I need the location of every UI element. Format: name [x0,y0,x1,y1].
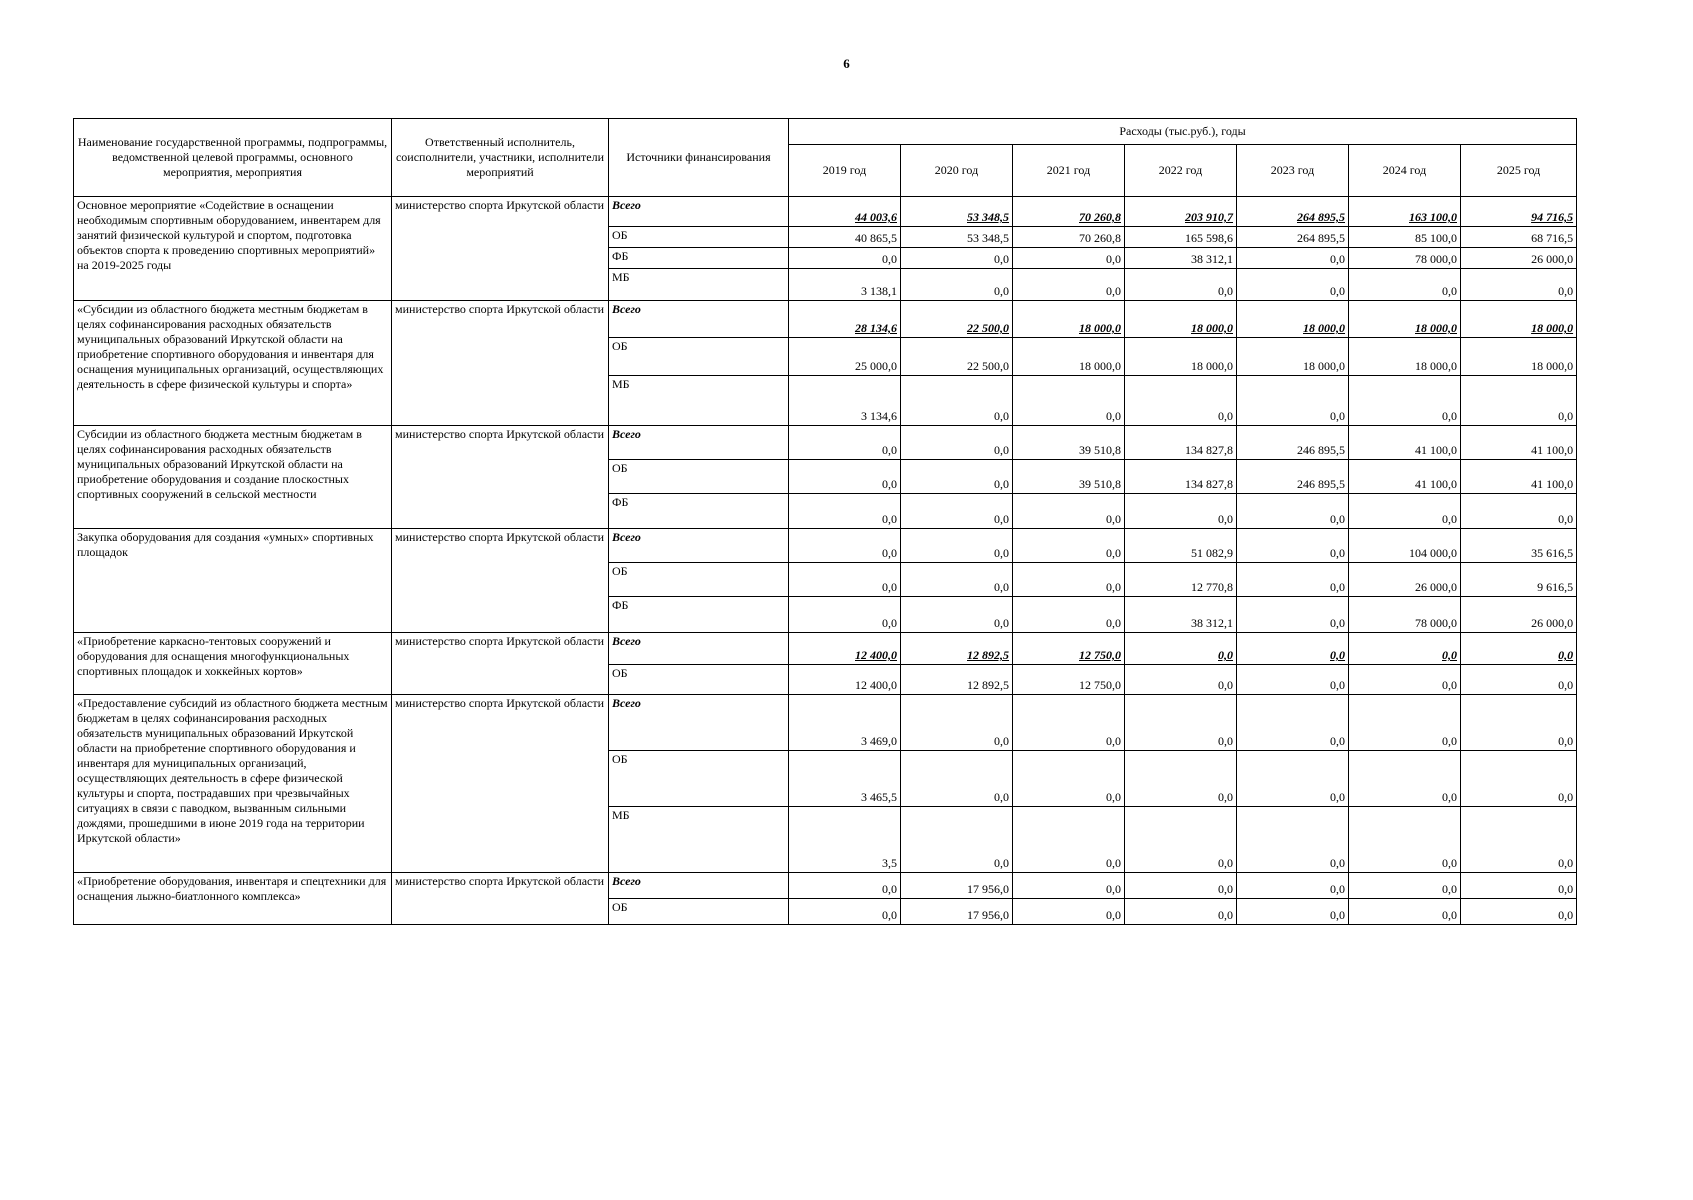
table-row [74,197,1577,227]
expense-value: 12 892,5 [901,665,1013,695]
expense-value: 18 000,0 [1013,338,1125,376]
expense-value: 0,0 [1237,633,1349,665]
expense-value: 22 500,0 [901,338,1013,376]
expense-value: 0,0 [1461,807,1577,873]
expense-value: 0,0 [1125,695,1237,751]
executor-cell: министерство спорта Иркутской области [392,426,609,529]
activity-name: Основное мероприятие «Содействие в оснащении необходимым спортивным оборудованием, инвентарем для занятий физической культурой и спортом, подготовка объектов спорта к проведению спортивных мероприятий» на 2019-2025 годы [74,197,392,301]
expense-value: 9 616,5 [1461,563,1577,597]
expense-value: 0,0 [1013,873,1125,899]
expense-value: 0,0 [1013,695,1125,751]
expense-value: 3 134,6 [789,376,901,426]
expense-value: 0,0 [1461,695,1577,751]
expense-value: 0,0 [1461,899,1577,925]
activity-name: «Субсидии из областного бюджета местным бюджетам в целях софинансирования расходных обязательств муниципальных образований Иркутской области на приобретение спортивного оборудования и инвентаря для оснащения муниципальных организаций, осуществляющих деятельность в сфере физической культуры и спорта» [74,301,392,426]
expense-value: 94 716,5 [1461,197,1577,227]
funding-source: МБ [609,807,789,873]
expense-value: 0,0 [1125,751,1237,807]
page-number: 6 [843,56,850,71]
expense-value: 0,0 [901,460,1013,494]
expense-value: 0,0 [1125,665,1237,695]
expense-value: 38 312,1 [1125,248,1237,269]
expense-value: 0,0 [1013,376,1125,426]
expense-value: 3 138,1 [789,269,901,301]
expense-value: 134 827,8 [1125,426,1237,460]
activity-name: Субсидии из областного бюджета местным бюджетам в целях софинансирования расходных обязательств муниципальных образований Иркутской области на приобретение оборудования и создание плоскостных спортивных сооружений в сельской местности [74,426,392,529]
expense-value: 0,0 [1013,494,1125,529]
funding-source: Всего [609,426,789,460]
expense-value: 0,0 [901,529,1013,563]
expense-value: 0,0 [901,248,1013,269]
expense-value: 53 348,5 [901,197,1013,227]
expense-value: 264 895,5 [1237,227,1349,248]
table-row [74,695,1577,751]
expense-value: 0,0 [1461,873,1577,899]
expense-value: 26 000,0 [1461,597,1577,633]
expense-value: 246 895,5 [1237,460,1349,494]
table-row [74,873,1577,899]
table-row [74,301,1577,338]
expense-value: 0,0 [1013,248,1125,269]
table-row [74,426,1577,460]
expense-value: 0,0 [901,426,1013,460]
activity-name: «Приобретение оборудования, инвентаря и спецтехники для оснащения лыжно-биатлонного комплекса» [74,873,392,925]
funding-source: ОБ [609,751,789,807]
executor-cell: министерство спорта Иркутской области [392,633,609,695]
expense-value: 70 260,8 [1013,227,1125,248]
expense-value: 70 260,8 [1013,197,1125,227]
expense-value: 51 082,9 [1125,529,1237,563]
funding-source: ОБ [609,563,789,597]
year-header: 2024 год [1349,145,1461,197]
expense-value: 0,0 [1461,376,1577,426]
expense-value: 0,0 [789,873,901,899]
executor-cell: министерство спорта Иркутской области [392,529,609,633]
expense-value: 0,0 [1349,269,1461,301]
expense-value: 0,0 [1125,494,1237,529]
funding-source: Всего [609,873,789,899]
expense-value: 85 100,0 [1349,227,1461,248]
name-column-header: Наименование государственной программы, подпрограммы, ведомственной целевой программы, основного мероприятия, мероприятия [74,119,392,197]
expense-value: 0,0 [1125,873,1237,899]
expense-value: 0,0 [789,899,901,925]
expense-value: 0,0 [1349,665,1461,695]
expense-value: 0,0 [1237,494,1349,529]
expense-value: 53 348,5 [901,227,1013,248]
funding-source: ФБ [609,494,789,529]
expense-value: 18 000,0 [1013,301,1125,338]
expense-value: 0,0 [1349,751,1461,807]
expense-value: 0,0 [1237,873,1349,899]
expense-value: 26 000,0 [1349,563,1461,597]
expense-value: 68 716,5 [1461,227,1577,248]
expenses-header: Расходы (тыс.руб.), годы [789,119,1577,145]
expense-value: 12 750,0 [1013,633,1125,665]
expense-value: 0,0 [1125,633,1237,665]
funding-source: ФБ [609,248,789,269]
expense-value: 12 400,0 [789,633,901,665]
funding-source: Всего [609,529,789,563]
expense-value: 39 510,8 [1013,460,1125,494]
expense-value: 0,0 [1461,269,1577,301]
executor-cell: министерство спорта Иркутской области [392,873,609,925]
expense-value: 18 000,0 [1461,338,1577,376]
expense-value: 18 000,0 [1125,301,1237,338]
expense-value: 0,0 [1125,807,1237,873]
funding-source: МБ [609,269,789,301]
expense-value: 0,0 [1349,494,1461,529]
expense-value: 78 000,0 [1349,597,1461,633]
expense-value: 0,0 [1349,633,1461,665]
year-header: 2019 год [789,145,901,197]
expense-value: 0,0 [789,248,901,269]
expense-value: 18 000,0 [1237,301,1349,338]
expense-value: 0,0 [1461,633,1577,665]
expense-value: 78 000,0 [1349,248,1461,269]
expense-value: 0,0 [1013,751,1125,807]
expense-value: 165 598,6 [1125,227,1237,248]
expense-value: 41 100,0 [1461,426,1577,460]
expense-value: 12 400,0 [789,665,901,695]
expense-value: 0,0 [1237,899,1349,925]
activity-name: Закупка оборудования для создания «умных» спортивных площадок [74,529,392,633]
expense-value: 18 000,0 [1461,301,1577,338]
executor-cell: министерство спорта Иркутской области [392,301,609,426]
expense-value: 0,0 [789,494,901,529]
year-header: 2021 год [1013,145,1125,197]
expense-value: 0,0 [1237,529,1349,563]
expense-value: 0,0 [1237,269,1349,301]
expense-value: 264 895,5 [1237,197,1349,227]
expense-value: 0,0 [1237,807,1349,873]
expense-value: 28 134,6 [789,301,901,338]
expense-value: 44 003,6 [789,197,901,227]
expense-value: 3 469,0 [789,695,901,751]
funding-source: ОБ [609,460,789,494]
table-row [74,633,1577,665]
expense-value: 0,0 [1237,665,1349,695]
year-header: 2022 год [1125,145,1237,197]
expense-value: 0,0 [1013,597,1125,633]
expense-value: 0,0 [1237,376,1349,426]
expense-value: 104 000,0 [1349,529,1461,563]
funding-source: Всего [609,695,789,751]
expense-value: 41 100,0 [1349,460,1461,494]
expense-value: 18 000,0 [1349,338,1461,376]
expense-value: 0,0 [1237,248,1349,269]
expense-value: 0,0 [1349,376,1461,426]
expense-value: 0,0 [1349,873,1461,899]
expense-value: 22 500,0 [901,301,1013,338]
funding-source: МБ [609,376,789,426]
expense-value: 39 510,8 [1013,426,1125,460]
expense-value: 0,0 [1125,376,1237,426]
funding-source: Всего [609,633,789,665]
expense-value: 0,0 [1461,751,1577,807]
executor-cell: министерство спорта Иркутской области [392,695,609,873]
expense-value: 0,0 [789,426,901,460]
expense-value: 0,0 [1013,563,1125,597]
expense-value: 163 100,0 [1349,197,1461,227]
expense-value: 3,5 [789,807,901,873]
expense-value: 0,0 [1125,899,1237,925]
expense-value: 0,0 [901,695,1013,751]
expense-value: 0,0 [1013,807,1125,873]
expense-value: 0,0 [901,563,1013,597]
table-row [74,529,1577,563]
expense-value: 41 100,0 [1461,460,1577,494]
expense-value: 12 750,0 [1013,665,1125,695]
expense-value: 0,0 [789,529,901,563]
expense-value: 0,0 [901,751,1013,807]
expense-value: 0,0 [789,563,901,597]
expense-value: 12 892,5 [901,633,1013,665]
funding-source: Всего [609,197,789,227]
funding-source: ОБ [609,338,789,376]
expense-value: 0,0 [1013,899,1125,925]
expense-value: 26 000,0 [1461,248,1577,269]
expense-value: 18 000,0 [1125,338,1237,376]
expense-value: 17 956,0 [901,899,1013,925]
expense-value: 0,0 [1461,665,1577,695]
expense-value: 0,0 [789,460,901,494]
expense-value: 0,0 [1237,751,1349,807]
expense-value: 12 770,8 [1125,563,1237,597]
expense-value: 0,0 [1237,563,1349,597]
expense-value: 3 465,5 [789,751,901,807]
funding-source: ОБ [609,227,789,248]
year-header: 2023 год [1237,145,1349,197]
expense-value: 0,0 [789,597,901,633]
expense-value: 38 312,1 [1125,597,1237,633]
expense-value: 246 895,5 [1237,426,1349,460]
year-header: 2020 год [901,145,1013,197]
expense-value: 0,0 [1349,899,1461,925]
expense-value: 0,0 [1237,695,1349,751]
expense-value: 0,0 [901,807,1013,873]
expense-value: 0,0 [901,376,1013,426]
table-body [74,197,1577,925]
expense-value: 0,0 [1013,269,1125,301]
expense-value: 35 616,5 [1461,529,1577,563]
expense-value: 0,0 [901,494,1013,529]
expense-value: 0,0 [901,269,1013,301]
activity-name: «Приобретение каркасно-тентовых сооружений и оборудования для оснащения многофункциональных спортивных площадок и хоккейных кортов» [74,633,392,695]
expense-value: 18 000,0 [1349,301,1461,338]
source-column-header: Источники финансирования [609,119,789,197]
funding-source: ФБ [609,597,789,633]
expense-value: 0,0 [1125,269,1237,301]
expense-value: 203 910,7 [1125,197,1237,227]
executor-column-header: Ответственный исполнитель, соисполнители, участники, исполнители мероприятий [392,119,609,197]
expense-value: 17 956,0 [901,873,1013,899]
funding-source: Всего [609,301,789,338]
expense-value: 0,0 [1013,529,1125,563]
activity-name: «Предоставление субсидий из областного бюджета местным бюджетам в целях софинансирования расходных обязательств муниципальных образований Иркутской области на приобретение спортивного оборудования и инвентаря для муниципальных организаций, осуществляющих деятельность в сфере физической культуры и спорта, пострадавших при чрезвычайных ситуациях в связи с паводком, вызванным сильными дождями, прошедшими в июне 2019 года на территории Иркутской области» [74,695,392,873]
expense-value: 134 827,8 [1125,460,1237,494]
expense-value: 0,0 [1237,597,1349,633]
budget-table [73,118,1577,925]
executor-cell: министерство спорта Иркутской области [392,197,609,301]
expense-value: 18 000,0 [1237,338,1349,376]
expense-value: 0,0 [1349,695,1461,751]
year-header: 2025 год [1461,145,1577,197]
expense-value: 40 865,5 [789,227,901,248]
funding-source: ОБ [609,899,789,925]
expense-value: 25 000,0 [789,338,901,376]
expense-value: 0,0 [1349,807,1461,873]
expense-value: 0,0 [1461,494,1577,529]
expense-value: 41 100,0 [1349,426,1461,460]
funding-source: ОБ [609,665,789,695]
expense-value: 0,0 [901,597,1013,633]
